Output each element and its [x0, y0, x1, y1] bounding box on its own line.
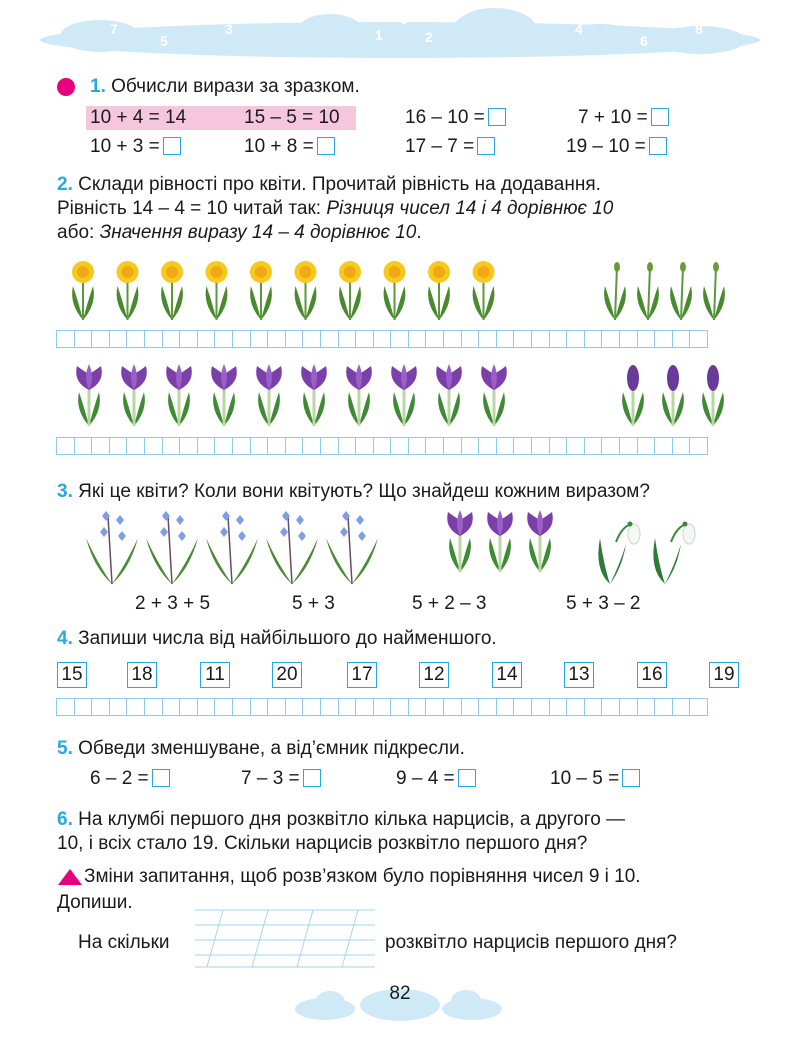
dandelion-flower [295, 261, 317, 320]
dandelion-flower [161, 261, 183, 320]
grid-cell[interactable] [637, 698, 656, 716]
header-digit: 4 [575, 21, 583, 37]
crocus-row [55, 362, 755, 428]
grid-cell[interactable] [232, 330, 251, 348]
task1-example-1: 10 + 4 = 14 [90, 107, 187, 128]
answer-box[interactable] [488, 108, 506, 126]
number-box: 12 [419, 662, 449, 688]
snowdrop-flower [653, 522, 695, 585]
grid-cell[interactable] [672, 698, 691, 716]
grid-cell[interactable] [197, 330, 216, 348]
grid-cell[interactable] [109, 698, 128, 716]
header-digit: 2 [425, 29, 433, 45]
grid-cell[interactable] [285, 330, 304, 348]
grid-cell[interactable] [214, 698, 233, 716]
crocus-flower [436, 364, 462, 426]
answer-box[interactable] [163, 137, 181, 155]
header-digit: 1 [375, 27, 383, 43]
dandelion-flower [206, 261, 228, 320]
grid-cell[interactable] [549, 330, 568, 348]
grid-cell[interactable] [496, 330, 515, 348]
task1-text: Обчисли вирази за зразком. [111, 76, 360, 97]
grid-cell[interactable] [197, 698, 216, 716]
grid-cell[interactable] [619, 698, 638, 716]
answer-grid-2[interactable] [57, 437, 708, 455]
task1-example-2: 15 – 5 = 10 [244, 107, 340, 128]
grid-cell[interactable] [513, 437, 532, 455]
task3-number: 3. [57, 481, 73, 502]
grid-cell[interactable] [584, 698, 603, 716]
crocus-bud [702, 365, 724, 426]
answer-box[interactable] [303, 769, 321, 787]
task6-number: 6. [57, 809, 73, 830]
number-box: 14 [492, 662, 522, 688]
grid-cell[interactable] [566, 437, 585, 455]
grid-cell[interactable] [302, 437, 321, 455]
answer-box[interactable] [622, 769, 640, 787]
number-box: 20 [272, 662, 302, 688]
grid-cell[interactable] [496, 698, 515, 716]
grid-cell[interactable] [689, 698, 708, 716]
answer-box[interactable] [317, 137, 335, 155]
grid-cell[interactable] [373, 330, 392, 348]
grid-cell[interactable] [637, 437, 656, 455]
dandelion-row [55, 258, 755, 322]
grid-cell[interactable] [408, 698, 427, 716]
dandelion-flower [117, 261, 139, 320]
grid-cell[interactable] [232, 698, 251, 716]
grid-cell[interactable] [390, 698, 409, 716]
grid-cell[interactable] [74, 437, 93, 455]
grid-cell[interactable] [74, 330, 93, 348]
header-digit: 6 [640, 33, 648, 49]
grid-cell[interactable] [214, 330, 233, 348]
task3-expr-3: 5 + 2 – 3 [412, 593, 487, 614]
grid-cell[interactable] [390, 330, 409, 348]
task5-text: Обведи зменшуване, а від’ємник підкресли. [78, 738, 465, 759]
grid-cell[interactable] [443, 437, 462, 455]
task1-marker [57, 78, 75, 96]
task5-expr-4: 10 – 5 = [550, 768, 640, 790]
grid-cell[interactable] [197, 437, 216, 455]
grid-cell[interactable] [390, 437, 409, 455]
triangle-icon [57, 868, 83, 886]
crocus-flower [76, 364, 102, 426]
grid-cell[interactable] [214, 437, 233, 455]
grid-cell[interactable] [232, 437, 251, 455]
grid-cell[interactable] [250, 698, 269, 716]
grid-cell[interactable] [126, 330, 145, 348]
task2-line2: Рівність 14 – 4 = 10 читай так: [57, 198, 327, 219]
scilla-flower [326, 511, 378, 584]
dandelion-flower [428, 261, 450, 320]
header-digit: 7 [110, 21, 118, 37]
grid-cell[interactable] [461, 437, 480, 455]
scilla-flower [266, 511, 318, 584]
task3-expr-4: 5 + 3 – 2 [566, 593, 641, 614]
grid-cell[interactable] [584, 437, 603, 455]
scilla-flower [86, 511, 138, 584]
task2-text [57, 173, 747, 245]
answer-box[interactable] [649, 137, 667, 155]
grid-cell[interactable] [162, 437, 181, 455]
grid-cell[interactable] [126, 437, 145, 455]
dandelion-bud [637, 262, 659, 320]
grid-cell[interactable] [320, 698, 339, 716]
grid-cell[interactable] [549, 437, 568, 455]
task3-heading [57, 480, 650, 504]
grid-cell[interactable] [56, 698, 75, 716]
grid-cell[interactable] [654, 698, 673, 716]
answer-box[interactable] [477, 137, 495, 155]
grid-cell[interactable] [478, 330, 497, 348]
crocus-flower [211, 364, 237, 426]
grid-cell[interactable] [320, 330, 339, 348]
task2-line1: Склади рівності про квіти. Прочитай рівність на додавання. [78, 174, 601, 195]
grid-cell[interactable] [584, 330, 603, 348]
dandelion-bud [604, 262, 626, 320]
grid-cell[interactable] [355, 698, 374, 716]
task5-number: 5. [57, 738, 73, 759]
answer-box[interactable] [651, 108, 669, 126]
header-digit: 5 [160, 33, 168, 49]
fill-right: розквітло нарцисів першого дня? [385, 932, 677, 953]
task5-expr-3: 9 – 4 = [396, 768, 476, 790]
header-digit: 0 [400, 11, 408, 27]
task6-append: Допиши. [57, 892, 133, 913]
crocus-flower [527, 510, 553, 572]
header-digit: 8 [695, 21, 703, 37]
grid-cell[interactable] [425, 437, 444, 455]
crocus-flower [166, 364, 192, 426]
grid-cell[interactable] [549, 698, 568, 716]
grid-cell[interactable] [267, 437, 286, 455]
task5-expr-2: 7 – 3 = [241, 768, 321, 790]
grid-cell[interactable] [425, 330, 444, 348]
grid-cell[interactable] [285, 437, 304, 455]
grid-cell[interactable] [601, 330, 620, 348]
grid-cell[interactable] [461, 330, 480, 348]
answer-grid-1[interactable] [57, 330, 708, 348]
task1-expr-6: 10 + 8 = [244, 136, 335, 158]
grid-cell[interactable] [689, 437, 708, 455]
task4-heading [57, 627, 497, 651]
task1-expr-3: 16 – 10 = [405, 107, 506, 129]
grid-cell[interactable] [144, 437, 163, 455]
task5-expr-1: 6 – 2 = [90, 768, 170, 790]
grid-cell[interactable] [478, 698, 497, 716]
task1-expr-7: 17 – 7 = [405, 136, 495, 158]
number-box: 11 [200, 662, 230, 688]
crocus-flower [481, 364, 507, 426]
grid-cell[interactable] [338, 437, 357, 455]
grid-cell[interactable] [179, 437, 198, 455]
crocus-bud [662, 365, 684, 426]
number-box: 19 [709, 662, 739, 688]
number-box: 18 [127, 662, 157, 688]
task4-number: 4. [57, 628, 73, 649]
task2-line3-italic: Значення виразу 14 – 4 дорівнює 10 [99, 222, 417, 243]
header-digit: 3 [225, 21, 233, 37]
crocus-flower [121, 364, 147, 426]
grid-cell[interactable] [355, 437, 374, 455]
task1-expr-5: 10 + 3 = [90, 136, 181, 158]
grid-cell[interactable] [179, 330, 198, 348]
task2-line3: або: [57, 222, 100, 243]
task2-number: 2. [57, 174, 73, 195]
task6-text [57, 808, 757, 856]
grid-cell[interactable] [144, 698, 163, 716]
grid-cell[interactable] [338, 330, 357, 348]
dandelion-flower [72, 261, 94, 320]
task3-text: Які це квіти? Коли вони квітують? Що знайдеш кожним виразом? [78, 481, 650, 502]
scilla-flower [206, 511, 258, 584]
answer-box[interactable] [152, 769, 170, 787]
grid-cell[interactable] [443, 330, 462, 348]
crocus-flower [346, 364, 372, 426]
grid-cell[interactable] [56, 330, 75, 348]
grid-cell[interactable] [566, 330, 585, 348]
grid-cell[interactable] [109, 437, 128, 455]
grid-cell[interactable] [654, 330, 673, 348]
writing-lines[interactable] [195, 905, 375, 969]
task3-expr-1: 2 + 3 + 5 [135, 593, 211, 614]
grid-cell[interactable] [443, 698, 462, 716]
grid-cell[interactable] [91, 437, 110, 455]
crocus-bud [622, 365, 644, 426]
scilla-flower [146, 511, 198, 584]
grid-cell[interactable] [619, 437, 638, 455]
grid-cell[interactable] [619, 330, 638, 348]
grid-cell[interactable] [91, 698, 110, 716]
task6-change-question: Зміни запитання, щоб розв’язком було порівняння чисел 9 і 10. [84, 866, 641, 887]
task3-flowers [80, 508, 720, 586]
grid-cell[interactable] [302, 330, 321, 348]
grid-cell[interactable] [566, 698, 585, 716]
grid-cell[interactable] [496, 437, 515, 455]
task1-expr-8: 19 – 10 = [566, 136, 667, 158]
grid-cell[interactable] [373, 437, 392, 455]
number-box: 17 [347, 662, 377, 688]
task2-line2-italic: Різниця чисел 14 і 4 дорівнює 10 [326, 198, 614, 219]
grid-cell[interactable] [285, 698, 304, 716]
grid-cell[interactable] [109, 330, 128, 348]
grid-cell[interactable] [531, 698, 550, 716]
task2-line3-end: . [416, 222, 422, 243]
grid-cell[interactable] [320, 437, 339, 455]
dandelion-flower [250, 261, 272, 320]
grid-cell[interactable] [144, 330, 163, 348]
grid-cell[interactable] [338, 698, 357, 716]
task1-expr-4: 7 + 10 = [578, 107, 669, 129]
grid-cell[interactable] [637, 330, 656, 348]
grid-cell[interactable] [74, 698, 93, 716]
number-box: 16 [637, 662, 667, 688]
grid-cell[interactable] [513, 698, 532, 716]
dandelion-flower [473, 261, 495, 320]
grid-cell[interactable] [408, 437, 427, 455]
grid-cell[interactable] [162, 330, 181, 348]
grid-cell[interactable] [250, 437, 269, 455]
task1-number: 1. [90, 76, 106, 97]
grid-cell[interactable] [689, 330, 708, 348]
grid-cell[interactable] [126, 698, 145, 716]
grid-cell[interactable] [531, 330, 550, 348]
grid-cell[interactable] [672, 330, 691, 348]
grid-cell[interactable] [250, 330, 269, 348]
task6-line1: На клумбі першого дня розквітло кілька нарцисів, а другого — [78, 809, 626, 830]
header-clouds [0, 0, 800, 70]
grid-cell[interactable] [461, 698, 480, 716]
answer-grid-3[interactable] [57, 698, 708, 716]
grid-cell[interactable] [408, 330, 427, 348]
grid-cell[interactable] [601, 698, 620, 716]
grid-cell[interactable] [162, 698, 181, 716]
grid-cell[interactable] [478, 437, 497, 455]
number-boxes [57, 662, 747, 690]
grid-cell[interactable] [654, 437, 673, 455]
fill-left: На скільки [78, 932, 170, 953]
page-number: 82 [389, 983, 411, 1004]
crocus-flower [447, 510, 473, 572]
crocus-flower [487, 510, 513, 572]
grid-cell[interactable] [179, 698, 198, 716]
grid-cell[interactable] [56, 437, 75, 455]
task6-line2: 10, і всіх стало 19. Скільки нарцисів розквітло першого дня? [57, 833, 588, 854]
number-box: 15 [57, 662, 87, 688]
dandelion-bud [703, 262, 725, 320]
grid-cell[interactable] [355, 330, 374, 348]
crocus-flower [301, 364, 327, 426]
snowdrop-flower [598, 522, 640, 585]
grid-cell[interactable] [302, 698, 321, 716]
task1-heading [90, 75, 360, 99]
grid-cell[interactable] [91, 330, 110, 348]
dandelion-flower [384, 261, 406, 320]
grid-cell[interactable] [267, 698, 286, 716]
grid-cell[interactable] [267, 330, 286, 348]
task5-heading [57, 737, 465, 761]
grid-cell[interactable] [672, 437, 691, 455]
grid-cell[interactable] [373, 698, 392, 716]
answer-box[interactable] [458, 769, 476, 787]
grid-cell[interactable] [531, 437, 550, 455]
grid-cell[interactable] [601, 437, 620, 455]
crocus-flower [256, 364, 282, 426]
dandelion-bud [670, 262, 692, 320]
crocus-flower [391, 364, 417, 426]
task4-text: Запиши числа від найбільшого до найменшого. [78, 628, 497, 649]
number-box: 13 [564, 662, 594, 688]
dandelion-flower [339, 261, 361, 320]
grid-cell[interactable] [513, 330, 532, 348]
task3-expr-2: 5 + 3 [292, 593, 335, 614]
grid-cell[interactable] [425, 698, 444, 716]
